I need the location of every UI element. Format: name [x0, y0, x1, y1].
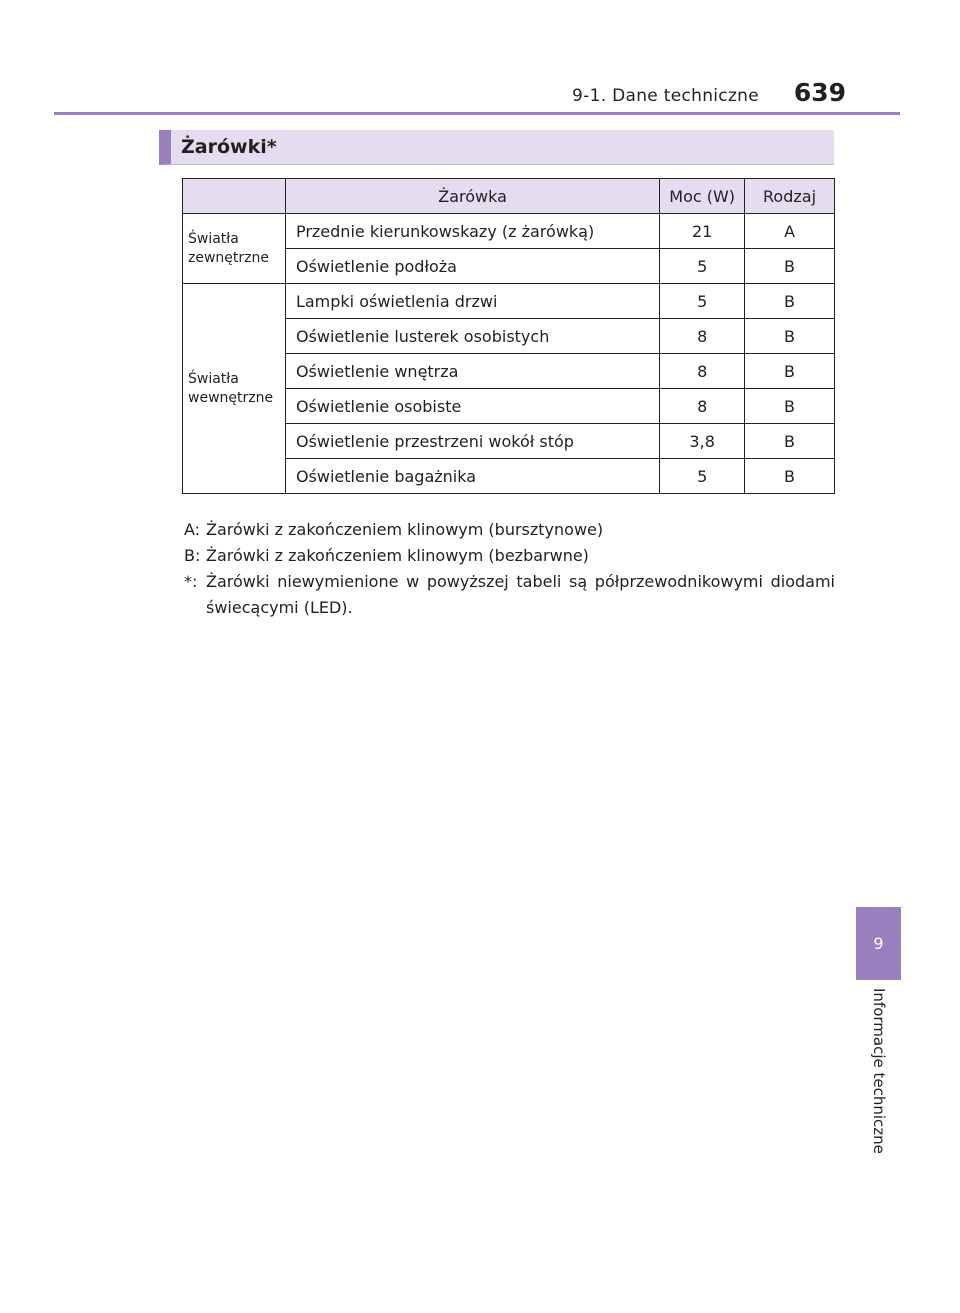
bulb-name-cell: Oświetlenie lusterek osobistych — [285, 319, 659, 354]
footnote-text: Żarówki z zakończeniem klinowym (bezbarwne) — [206, 546, 589, 565]
footnote-key: A: — [184, 520, 201, 539]
bulb-name-cell: Lampki oświetlenia drzwi — [285, 284, 659, 319]
bulb-name-cell: Przednie kierunkowskazy (z żarówką) — [285, 214, 659, 249]
chapter-section-title: 9-1. Dane techniczne — [572, 86, 759, 106]
type-cell: A — [745, 214, 835, 249]
type-cell: B — [745, 319, 835, 354]
table-row — [183, 214, 835, 249]
type-cell: B — [745, 389, 835, 424]
header-divider — [54, 112, 900, 115]
footnote-asterisk — [184, 569, 835, 621]
bulb-table — [182, 178, 835, 494]
chapter-tab: 9 — [856, 907, 901, 980]
footnote-text: Żarówki z zakończeniem klinowym (bursztynowe) — [206, 520, 604, 539]
footnote-a — [184, 517, 835, 543]
table-header-row — [183, 179, 835, 214]
column-header-power: Moc (W) — [660, 179, 745, 214]
footnotes — [184, 517, 835, 621]
power-cell: 8 — [660, 319, 745, 354]
table-row — [183, 284, 835, 319]
column-header-type: Rodzaj — [745, 179, 835, 214]
footnote-text: Żarówki niewymienione w powyższej tabeli są półprzewodnikowymi diodami świecącymi (LED). — [206, 572, 835, 617]
bulb-name-cell: Oświetlenie osobiste — [285, 389, 659, 424]
category-cell-exterior: Światła zewnętrzne — [183, 214, 286, 284]
power-cell: 21 — [660, 214, 745, 249]
bulb-name-cell: Oświetlenie wnętrza — [285, 354, 659, 389]
power-cell: 5 — [660, 459, 745, 494]
page-number: 639 — [793, 78, 846, 107]
type-cell: B — [745, 459, 835, 494]
bulb-name-cell: Oświetlenie podłoża — [285, 249, 659, 284]
power-cell: 8 — [660, 354, 745, 389]
type-cell: B — [745, 284, 835, 319]
chapter-tab-label: Informacje techniczne — [870, 988, 888, 1154]
footnote-b — [184, 543, 835, 569]
bulb-name-cell: Oświetlenie bagażnika — [285, 459, 659, 494]
type-cell: B — [745, 249, 835, 284]
bulb-name-cell: Oświetlenie przestrzeni wokół stóp — [285, 424, 659, 459]
power-cell: 3,8 — [660, 424, 745, 459]
column-header-bulb: Żarówka — [285, 179, 659, 214]
footnote-key: *: — [184, 572, 198, 591]
type-cell: B — [745, 424, 835, 459]
type-cell: B — [745, 354, 835, 389]
section-heading: Żarówki* — [159, 130, 834, 165]
power-cell: 5 — [660, 249, 745, 284]
power-cell: 5 — [660, 284, 745, 319]
category-cell-interior: Światła wewnętrzne — [183, 284, 286, 494]
column-header-category — [183, 179, 286, 214]
power-cell: 8 — [660, 389, 745, 424]
footnote-key: B: — [184, 546, 201, 565]
